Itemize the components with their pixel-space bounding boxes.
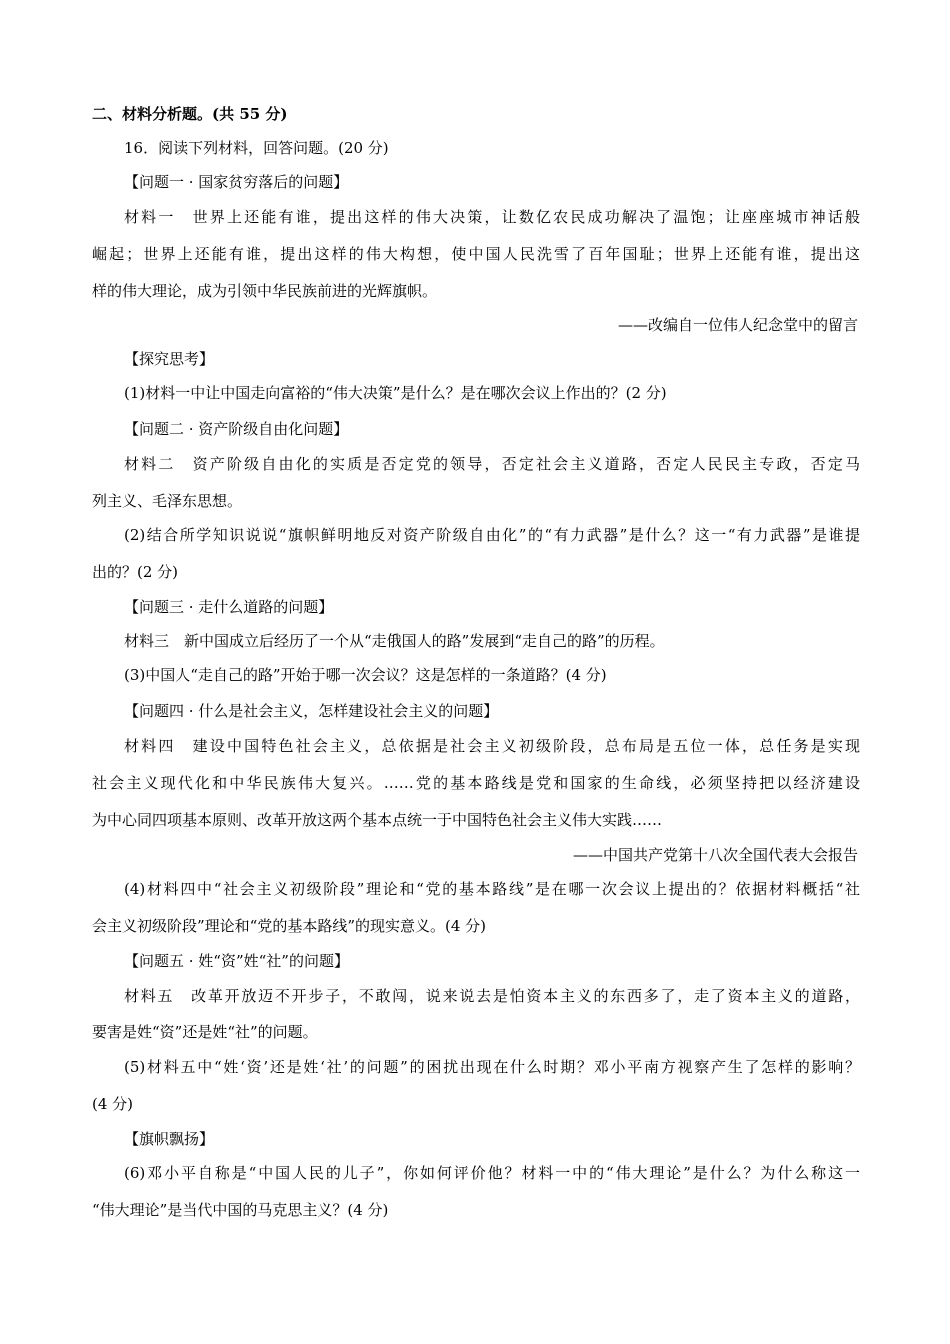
- material-5-line-2: 要害是姓“资”还是姓“社”的问题。: [92, 1023, 318, 1041]
- question-2-line-1: (2)结合所学知识说说“旗帜鲜明地反对资产阶级自由化”的“有力武器”是什么？这一“有力武器”是谁提: [124, 526, 860, 544]
- question-5-line-2: (4 分): [92, 1095, 134, 1113]
- material-5-line-1: 材料五 改革开放迈不开步子，不敢闯，说来说去是怕资本主义的东西多了，走了资本主义的道路，: [124, 987, 860, 1005]
- problem-4-header: 【问题四 · 什么是社会主义，怎样建设社会主义的问题】: [124, 702, 499, 720]
- problem-1-header: 【问题一 · 国家贫穷落后的问题】: [124, 173, 349, 191]
- question-6-line-2: “伟大理论”是当代中国的马克思主义？(4 分): [92, 1201, 389, 1219]
- material-1-line-3: 样的伟大理论，成为引领中华民族前进的光辉旗帜。: [92, 282, 438, 300]
- problem-3-header: 【问题三 · 走什么道路的问题】: [124, 598, 334, 616]
- material-4-line-2: 社会主义现代化和中华民族伟大复兴。……党的基本路线是党和国家的生命线，必须坚持把以经济建设: [92, 774, 860, 792]
- explore-header: 【探究思考】: [124, 350, 215, 368]
- question-6-line-1: (6)邓小平自称是“中国人民的儿子”，你如何评价他？材料一中的“伟大理论”是什么？为什么称这一: [124, 1164, 860, 1182]
- material-1-line-1: 材料一 世界上还能有谁，提出这样的伟大决策，让数亿农民成功解决了温饱；让座座城市神话般: [124, 208, 860, 226]
- question-16-intro: 16．阅读下列材料，回答问题。(20 分): [124, 139, 389, 157]
- question-1: (1)材料一中让中国走向富裕的“伟大决策”是什么？是在哪次会议上作出的？(2 分): [124, 384, 667, 402]
- flag-header: 【旗帜飘扬】: [124, 1130, 215, 1148]
- problem-5-header: 【问题五 · 姓“资”姓“社”的问题】: [124, 952, 349, 970]
- material-1-source: ——改编自一位伟人纪念堂中的留言: [617, 316, 858, 334]
- question-4-line-2: 会主义初级阶段”理论和“党的基本路线”的现实意义。(4 分): [92, 917, 487, 935]
- question-5-line-1: (5)材料五中“姓‘资’还是姓‘社’的问题”的困扰出现在什么时期？邓小平南方视察产生了怎样的影响？: [124, 1058, 860, 1076]
- material-4-line-1: 材料四 建设中国特色社会主义，总依据是社会主义初级阶段，总布局是五位一体，总任务是实现: [124, 737, 860, 755]
- question-2-line-2: 出的？(2 分): [92, 563, 179, 581]
- material-1-line-2: 崛起；世界上还能有谁，提出这样的伟大构想，使中国人民洗雪了百年国耻；世界上还能有谁，提出这: [92, 245, 860, 263]
- question-3: (3)中国人“走自己的路”开始于哪一次会议？这是怎样的一条道路？(4 分): [124, 666, 607, 684]
- material-3-line-1: 材料三 新中国成立后经历了一个从“走俄国人的路”发展到“走自己的路”的历程。: [124, 632, 665, 650]
- material-4-source: ——中国共产党第十八次全国代表大会报告: [572, 846, 858, 864]
- problem-2-header: 【问题二 · 资产阶级自由化问题】: [124, 420, 349, 438]
- material-2-line-1: 材料二 资产阶级自由化的实质是否定党的领导，否定社会主义道路，否定人民民主专政，否定马: [124, 455, 860, 473]
- material-4-line-3: 为中心同四项基本原则、改革开放这两个基本点统一于中国特色社会主义伟大实践……: [92, 811, 663, 829]
- material-2-line-2: 列主义、毛泽东思想。: [92, 492, 243, 510]
- section-title: 二、材料分析题。(共 55 分): [92, 105, 288, 123]
- question-4-line-1: (4)材料四中“社会主义初级阶段”理论和“党的基本路线”是在哪一次会议上提出的？依据材料概括“社: [124, 880, 860, 898]
